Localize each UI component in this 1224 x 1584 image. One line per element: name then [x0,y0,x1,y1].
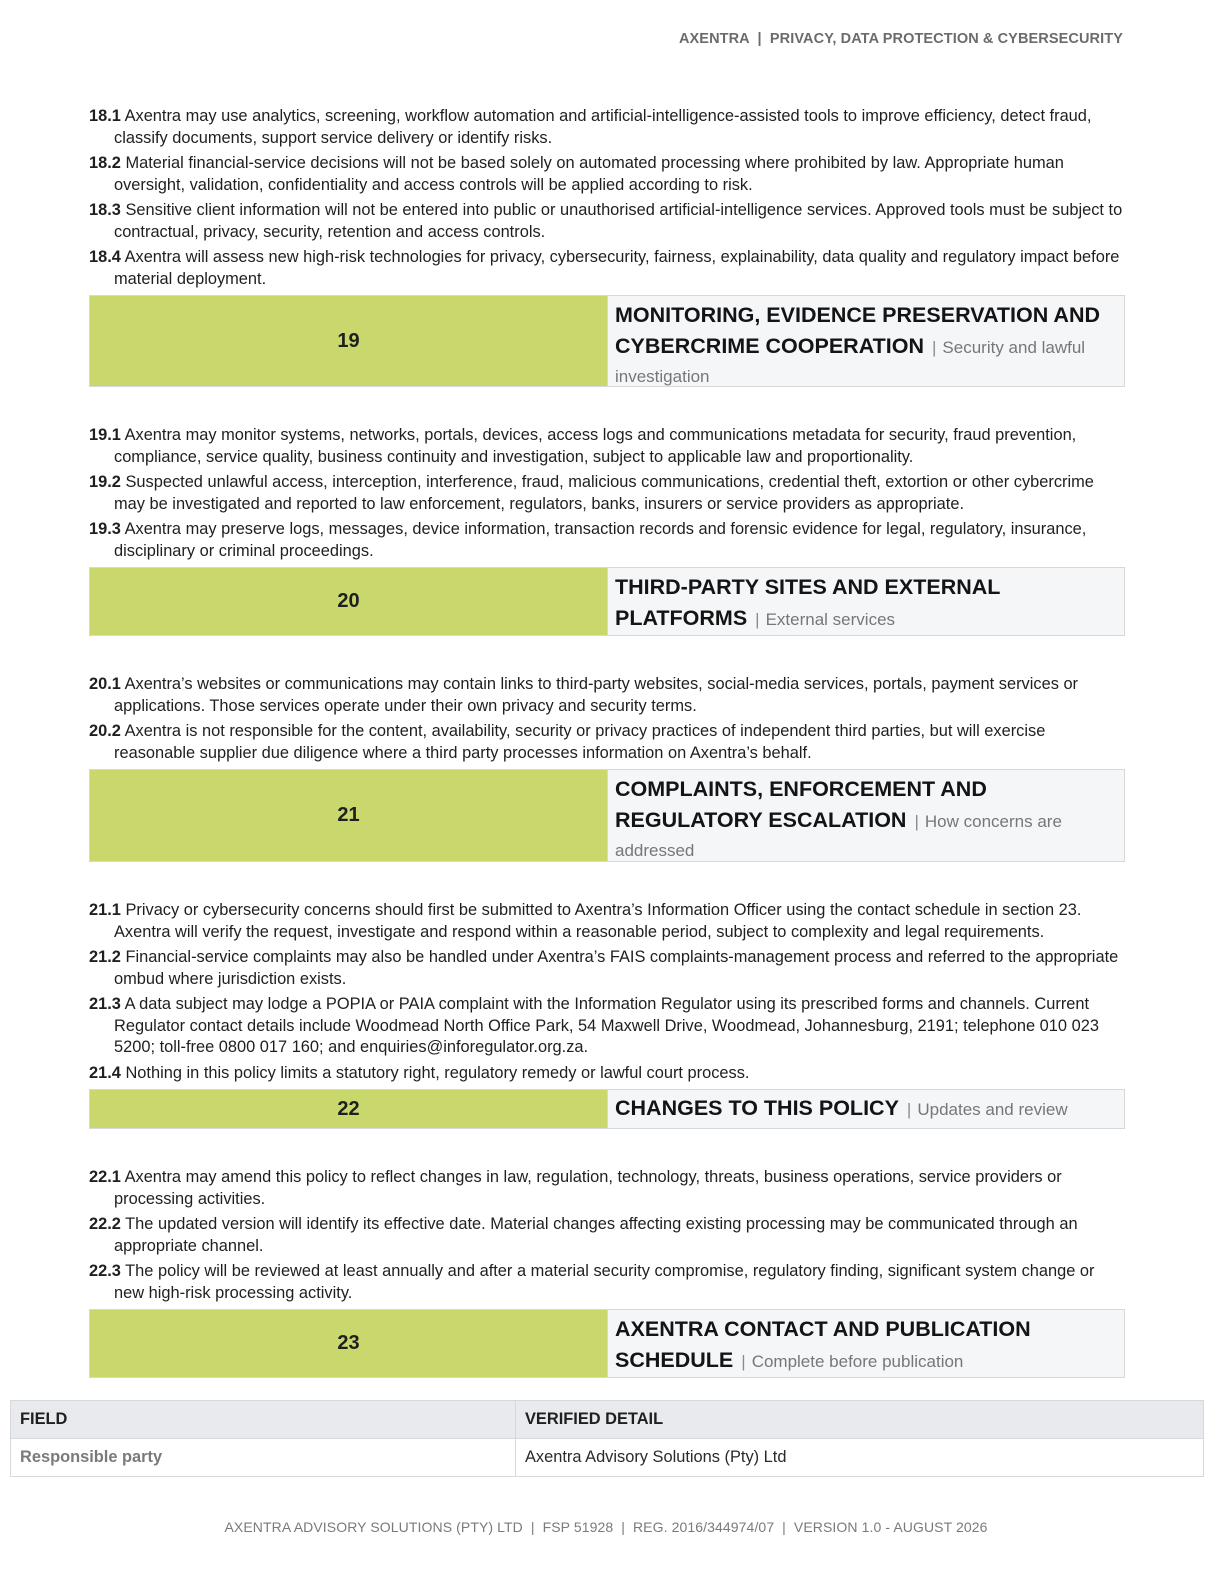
field-label: Responsible party [11,1439,516,1476]
section-number: 19 [90,296,607,386]
page-footer: AXENTRA ADVISORY SOLUTIONS (PTY) LTD | FSP 51928 | REG. 2016/344974/07 | VERSION 1.0 - AUGUST 2026 [224,1519,988,1535]
section-title-block [607,1090,1124,1128]
clause-number: 20.2 [89,722,121,740]
clause-text: Nothing in this policy limits a statutory right, regulatory remedy or lawful court process. [125,1063,750,1082]
clause [89,994,1125,1059]
clause-number: 21.3 [89,995,121,1013]
field-value: Axentra Advisory Solutions (Pty) Ltd [525,1448,787,1466]
clause-number: 19.1 [89,426,121,444]
clause [89,106,1125,149]
clause [89,247,1125,290]
clause-number: 18.2 [89,154,121,172]
section-title: THIRD-PARTY SITES AND EXTERNAL PLATFORMS [615,575,1001,630]
section-subtitle: Updates and review [917,1100,1068,1119]
clause-number: 19.2 [89,473,121,491]
section-subtitle: How concerns are addressed [615,812,1062,860]
clause-text: Axentra’s websites or communications may contain links to third-party websites, social-media services, portals, payment services or applications. Those services operate under their own privacy and security terms. [114,675,1079,715]
clause-number: 19.3 [89,520,121,538]
clause [89,1063,1125,1085]
clause-text: A data subject may lodge a POPIA or PAIA complaint with the Information Regulator using its prescribed forms and channels. Current Regulator contact details include Woodmead North Office Park, 54 Maxwell Drive, Woodmead, Johannesburg, 2191; telephone 010 023 5200; toll-free 0800 017 160; and enquiries@inforegulator.org.za. [114,995,1099,1056]
clause [89,1167,1125,1210]
clause [89,519,1125,562]
clause [89,900,1125,943]
clause-text: Financial-service complaints may also be handled under Axentra’s FAIS complaints-management process and referred to the appropriate ombud where jurisdiction exists. [114,948,1119,988]
clause-number: 21.1 [89,901,121,919]
clause [89,1261,1125,1304]
section-title: MONITORING, EVIDENCE PRESERVATION AND CYBERCRIME COOPERATION [615,303,1100,358]
clause-number: 18.1 [89,107,121,125]
clause-text: Material financial-service decisions will not be based solely on automated processing where prohibited by law. Appropriate human oversight, validation, confidentiality and access controls will be applied according to risk. [114,154,1064,194]
clause-number: 21.2 [89,948,121,966]
column-header-verified-detail: VERIFIED DETAIL [525,1410,664,1428]
section-number: 22 [90,1090,607,1128]
clause-number: 22.3 [89,1262,121,1280]
clause [89,721,1125,764]
page-header: AXENTRA | PRIVACY, DATA PROTECTION & CYBERSECURITY [678,31,1123,47]
clause [89,947,1125,990]
section-number: 21 [90,770,607,861]
section-title-block [607,1310,1124,1377]
clause-number: 20.1 [89,675,121,693]
section-title: COMPLAINTS, ENFORCEMENT AND REGULATORY ESCALATION [615,777,987,832]
clause [89,425,1125,468]
section-subtitle: Complete before publication [751,1352,964,1371]
clause-text: Suspected unlawful access, interception, interference, fraud, malicious communications, credential theft, extortion or other cybercrime may be investigated and reported to law enforcement, regulators, banks, insurers or service providers as appropriate. [114,473,1094,513]
section-heading-21 [89,769,1125,862]
section-heading-23 [89,1309,1125,1378]
contact-schedule-table [10,1400,1204,1477]
clause-text: Privacy or cybersecurity concerns should first be submitted to Axentra’s Information Officer using the contact schedule in section 23. Axentra will verify the request, investigate and respond within a reasonable period, subject to complexity and legal requirements. [114,901,1082,941]
section-heading-22 [89,1089,1125,1129]
clause-text: The updated version will identify its effective date. Material changes affecting existing processing may be communicated through an appropriate channel. [114,1215,1078,1255]
policy-content [89,106,1125,1378]
clause-number: 22.1 [89,1168,121,1186]
clause-number: 18.3 [89,201,121,219]
clause-number: 21.4 [89,1063,121,1082]
section-heading-19 [89,295,1125,387]
section-subtitle: External services [765,610,896,629]
clause-text: The policy will be reviewed at least annually and after a material security compromise, regulatory finding, significant system change or new high-risk processing activity. [114,1262,1095,1302]
title-separator: | [741,1352,746,1371]
clause [89,1214,1125,1257]
clause-text: Axentra will assess new high-risk technologies for privacy, cybersecurity, fairness, explainability, data quality and regulatory impact before material deployment. [114,248,1120,288]
section-subtitle: Security and lawful investigation [615,338,1086,386]
section-title: CHANGES TO THIS POLICY [615,1096,899,1120]
clause [89,472,1125,515]
section-number: 23 [90,1310,607,1377]
title-separator: | [755,610,760,629]
section-title-block [607,770,1124,861]
clause-text: Axentra may preserve logs, messages, device information, transaction records and forensic evidence for legal, regulatory, insurance, disciplinary or criminal proceedings. [114,520,1087,560]
clause-text: Axentra is not responsible for the content, availability, security or privacy practices of independent third parties, but will exercise reasonable supplier due diligence where a third party processes information on Axentra’s behalf. [114,722,1046,762]
section-number: 20 [90,568,607,635]
section-heading-20 [89,567,1125,636]
clause-text: Sensitive client information will not be entered into public or unauthorised artificial-intelligence services. Approved tools must be subject to contractual, privacy, security, retention and access controls. [114,201,1123,241]
title-separator: | [906,1100,912,1119]
clause-text: Axentra may monitor systems, networks, portals, devices, access logs and communications metadata for security, fraud prevention, compliance, service quality, business continuity and investigation, subject to applicable law and proportionality. [114,426,1077,466]
clause-number: 22.2 [89,1215,121,1233]
clause-text: Axentra may use analytics, screening, workflow automation and artificial-intelligence-assisted tools to improve efficiency, detect fraud, classify documents, support service delivery or identify risks. [114,107,1092,147]
table-header-row [11,1401,1203,1439]
section-title-block [607,568,1124,635]
title-separator: | [914,812,919,831]
title-separator: | [931,338,937,357]
table-row [11,1439,1203,1476]
clause-text: Axentra may amend this policy to reflect changes in law, regulation, technology, threats, business operations, service providers or processing activities. [114,1168,1062,1208]
clause-number: 18.4 [89,248,121,266]
section-title-block [607,296,1124,386]
clause [89,200,1125,243]
column-header-field: FIELD [11,1401,516,1438]
clause [89,153,1125,196]
clause [89,674,1125,717]
section-title: AXENTRA CONTACT AND PUBLICATION SCHEDULE [615,1317,1031,1372]
